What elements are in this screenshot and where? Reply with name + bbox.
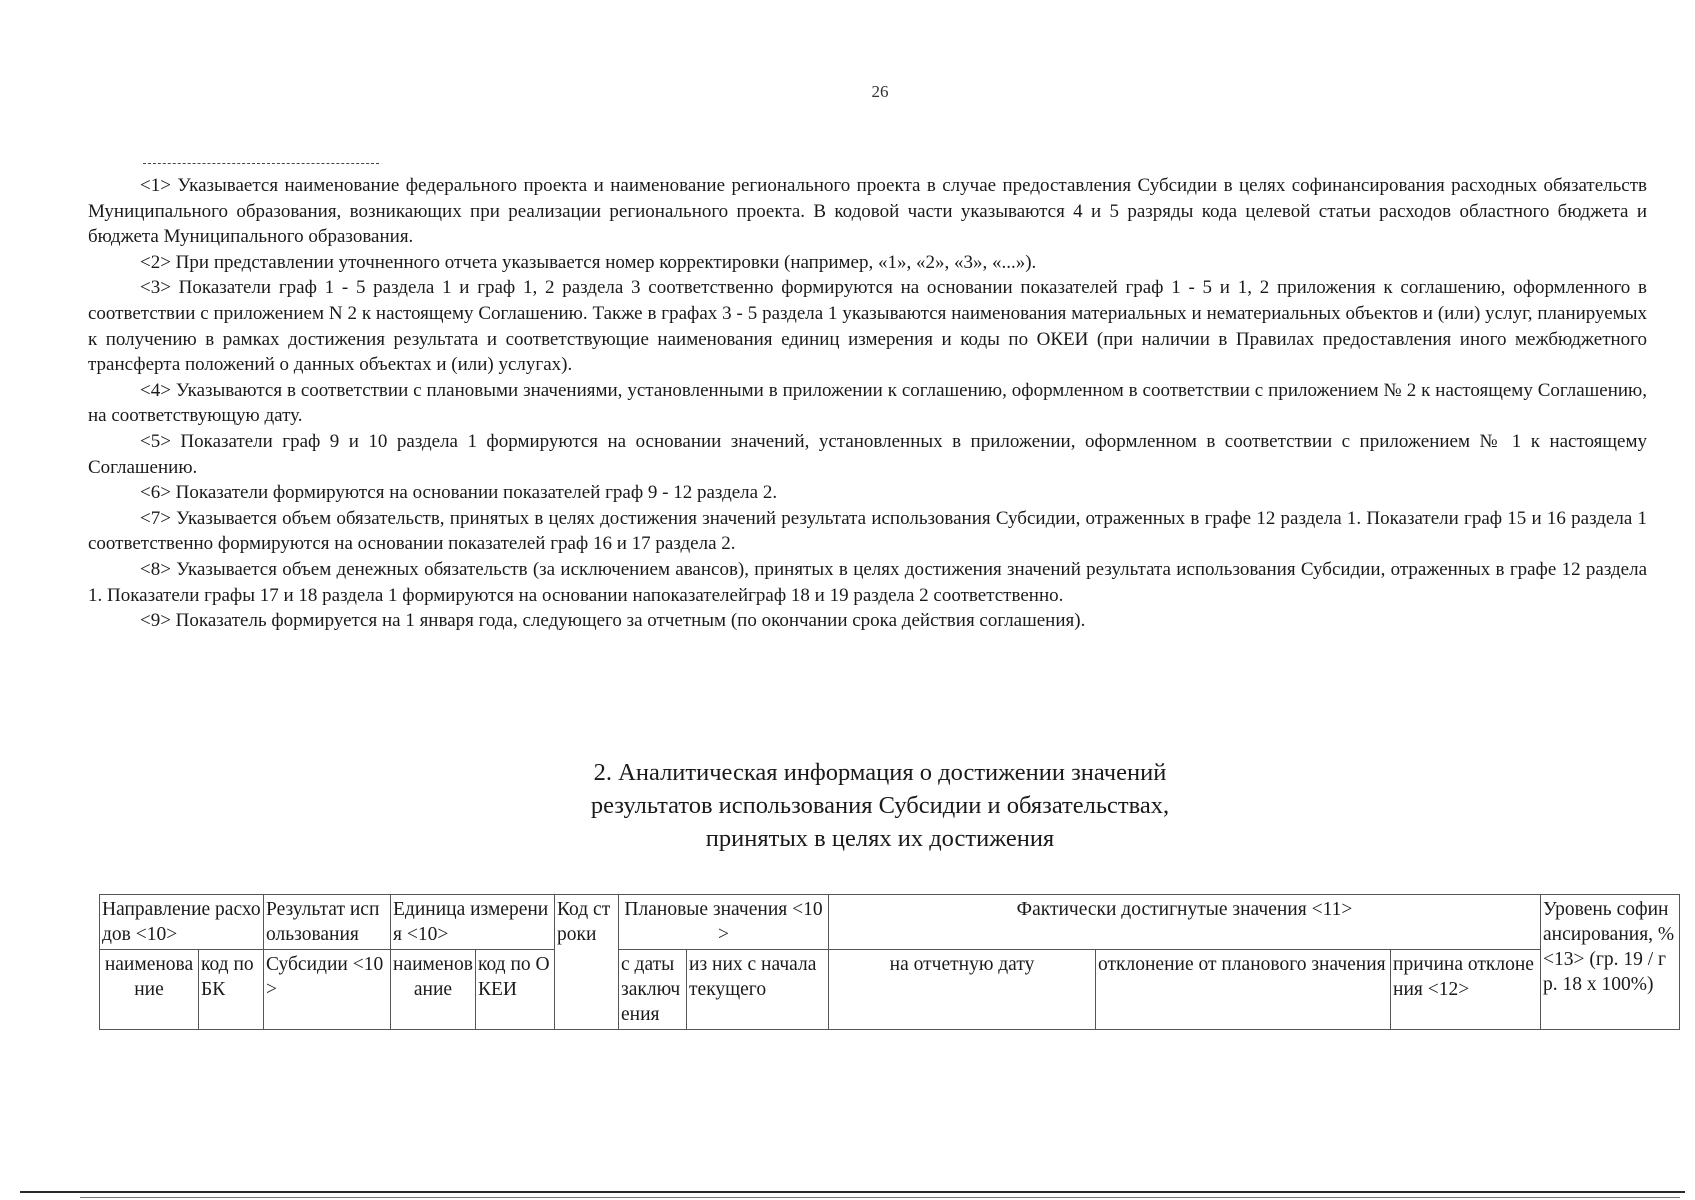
footnote-3: <3> Показатели граф 1 - 5 раздела 1 и граф 1, 2 раздела 3 соответственно формируются на основании показателей граф 1 - 5 и 1, 2 приложения к соглашению, оформленного в соответствии с приложением N 2 к настоящему Соглашению. Также в графах 3 - 5 раздела 1 указываются наименования материальных и нематериальных объектов и (или) услуг, планируемых к получению в рамках достижения результата и соответствующие наименования единиц измерения и коды по ОКЕИ (при наличии в Правилах предоставления иного межбюджетного трансферта положений о данных объектах и (или) услугах). — [88, 277, 1647, 376]
page-number: 26 — [871, 82, 889, 101]
header-result-subsidy: Субсидии <10> — [264, 950, 391, 1030]
analytics-table — [99, 894, 1680, 1030]
table-header-row-2 — [100, 950, 1680, 1030]
footnotes — [88, 173, 1647, 634]
header-actual-report-date: на отчетную дату — [829, 950, 1096, 1030]
footnote-4: <4> Указываются в соответствии с плановыми значениями, установленными в приложении к соглашению, оформленном в соответствии с приложением № 2 к настоящему Соглашению, на соответствующую дату. — [88, 379, 1647, 427]
bottom-scan-line-thin — [80, 1197, 1680, 1198]
heading-line-1: 2. Аналитическая информация о достижении значений — [593, 759, 1167, 786]
header-unit-name: наименование — [391, 950, 476, 1030]
footnote-5: <5> Показатели граф 9 и 10 раздела 1 формируются на основании значений, установленных в приложении, оформленном в соответствии с приложением № 1 к настоящему Соглашению. — [88, 430, 1647, 478]
header-cofinancing: Уровень софинансирования, % <13> (гр. 19 / гр. 18 x 100%) — [1541, 895, 1680, 1030]
header-actual: Фактически достигнутые значения <11> — [829, 895, 1541, 950]
header-direction-name: наименование — [100, 950, 199, 1030]
header-unit: Единица измерения <10> — [391, 895, 555, 950]
header-planned: Плановые значения <10> — [619, 895, 829, 950]
header-plan-from-date: с даты заключения — [619, 950, 687, 1030]
table-header-row-1 — [100, 895, 1680, 950]
header-actual-reason: причина отклонения <12> — [1391, 950, 1541, 1030]
header-plan-from-start: из них с начала текущего — [687, 950, 829, 1030]
header-direction: Направление расходов <10> — [100, 895, 264, 950]
bottom-scan-line — [20, 1191, 1685, 1193]
footnote-6: <6> Показатели формируются на основании показателей граф 9 - 12 раздела 2. — [140, 482, 778, 504]
footnote-7: <7> Указывается объем обязательств, принятых в целях достижения значений результата использования Субсидии, отраженных в графе 12 раздела 1. Показатели граф 15 и 16 раздела 1 соответственно формируются на основании показателей граф 16 и 17 раздела 2. — [88, 507, 1647, 555]
header-unit-okei: код по ОКЕИ — [476, 950, 555, 1030]
footnote-9: <9> Показатель формируется на 1 января года, следующего за отчетным (по окончании срока действия соглашения). — [140, 610, 1086, 632]
header-direction-code: код по БК — [199, 950, 264, 1030]
footnote-2: <2> При представлении уточненного отчета указывается номер корректировки (например, «1», «2», «3», «...»). — [140, 251, 1037, 273]
header-result: Результат использования — [264, 895, 391, 950]
footnote-1: <1> Указывается наименование федерального проекта и наименование регионального проекта в случае предоставления Субсидии в целях софинансирования расходных обязательств Муниципального образования, возникающих при реализации регионального проекта. В кодовой части указываются 4 и 5 разряды кода целевой статьи расходов областного бюджета и бюджета Муниципального образования. — [88, 175, 1647, 248]
footnote-8: <8> Указывается объем денежных обязательств (за исключением авансов), принятых в целях достижения значений результата использования Субсидии, отраженных в графе 12 раздела 1. Показатели графы 17 и 18 раздела 1 формируются на основании напоказателейграф 18 и 19 раздела 2 соответственно. — [88, 558, 1647, 606]
heading-line-2: результатов использования Субсидии и обязательствах, — [590, 792, 1170, 819]
header-row-code: Код строки — [555, 895, 619, 1030]
footnote-separator — [143, 163, 379, 164]
heading-line-3: принятых в целях их достижения — [705, 825, 1055, 852]
section-heading — [0, 756, 1695, 855]
header-actual-deviation: отклонение от планового значения — [1096, 950, 1391, 1030]
